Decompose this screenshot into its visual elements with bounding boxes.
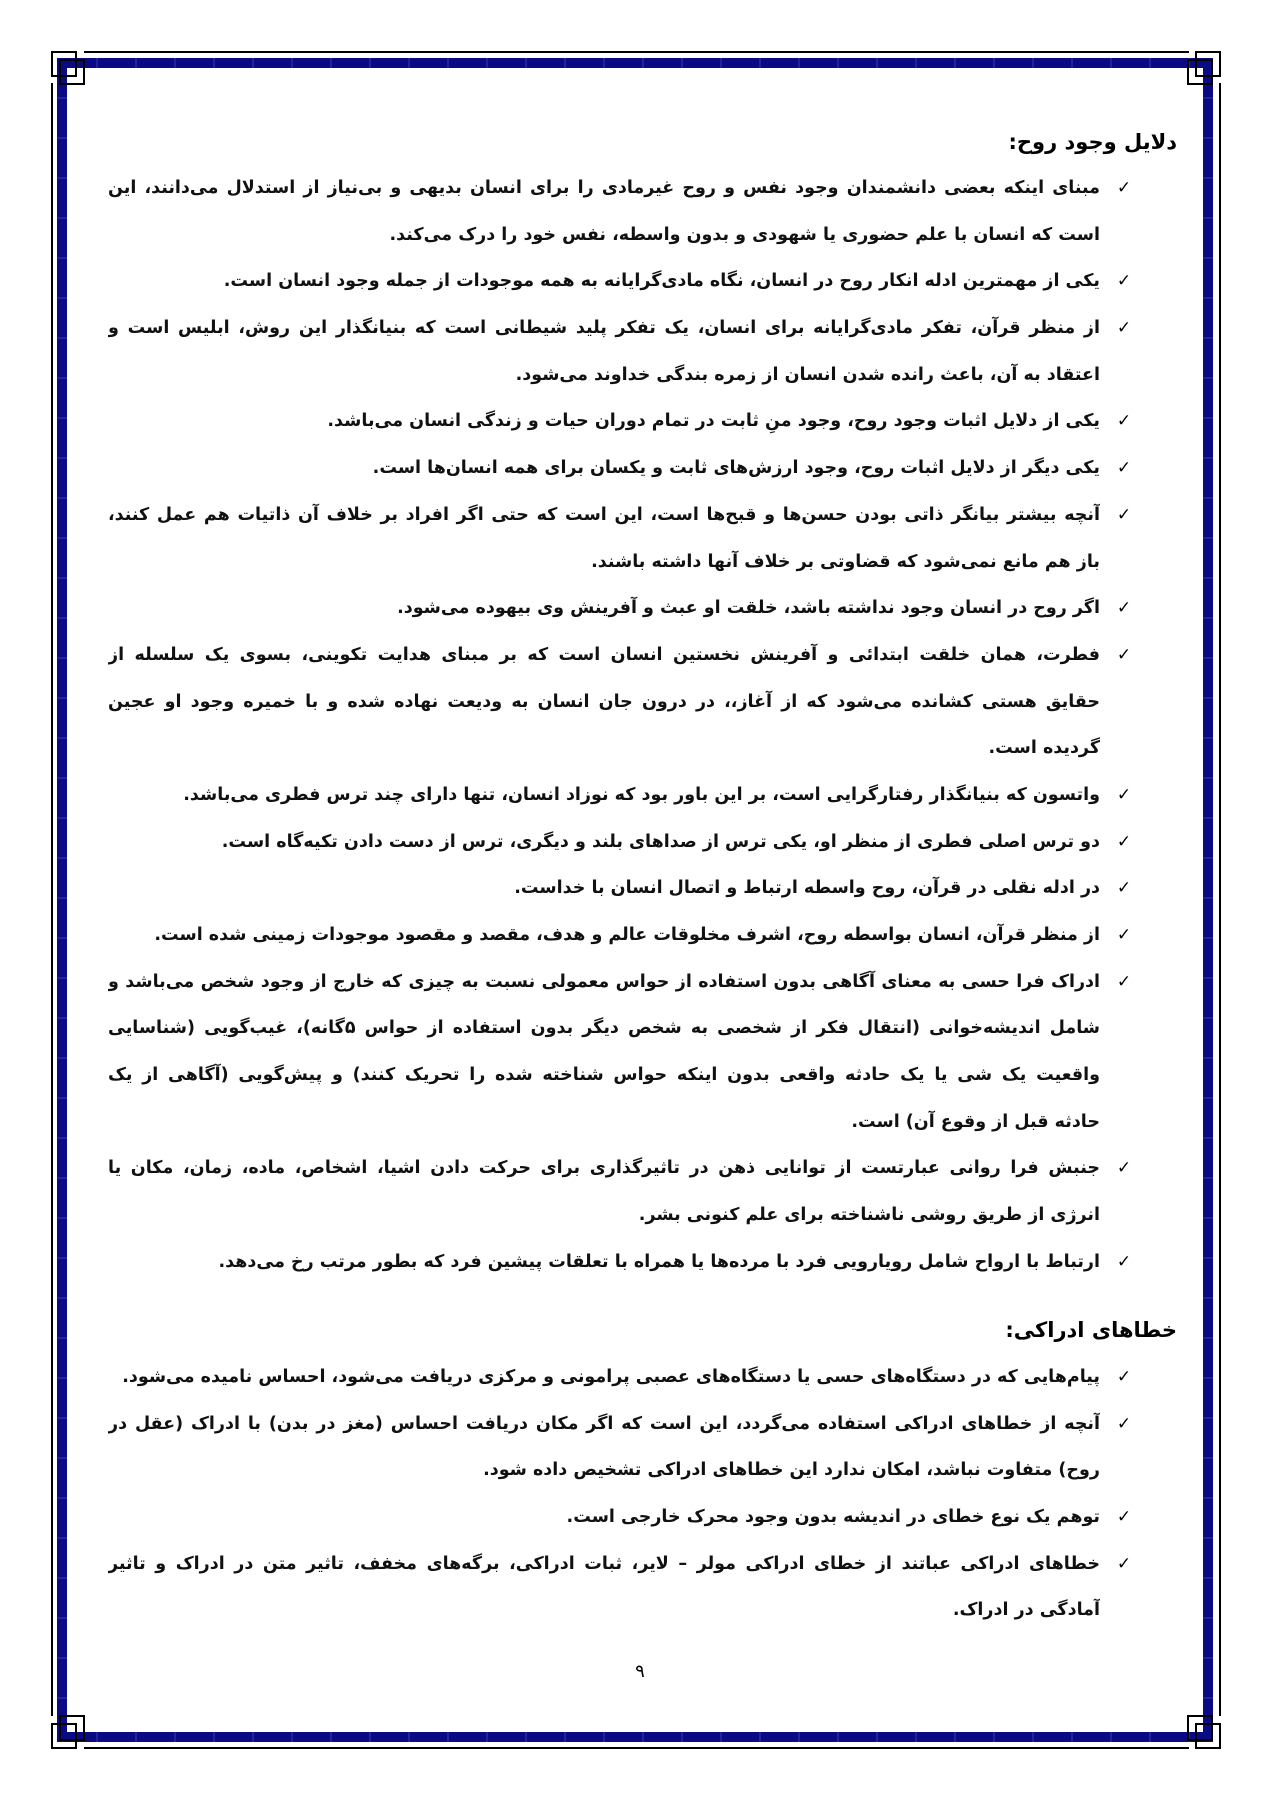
list-item-line: آنچه بیشتر بیانگر ذاتی بودن حسن‌ها و قبح‌ها است، این است که حتی اگر افراد بر خلاف آن ذاتیات هم عمل کنند، (108, 504, 1100, 525)
list-item-line: فطرت، همان خلقت ابتدائی و آفرینش نخستین انسان است که بر مبنای هدایت تکوینی، بسوی یک سلسله از (108, 644, 1100, 665)
check-icon: ✓ (1116, 925, 1132, 945)
list-item (108, 632, 1138, 772)
list-item-line: حقایق هستی کشانده می‌شود که از آغاز،، در درون جان انسان به ودیعت نهاده شده و با خمیره وجود او عجین (108, 691, 1100, 712)
check-icon: ✓ (1116, 971, 1132, 992)
list-item (108, 585, 1138, 632)
list-item (108, 865, 1138, 912)
check-icon: ✓ (1116, 598, 1132, 619)
list-item (108, 398, 1138, 445)
list-item (108, 1354, 1138, 1401)
bullet-list-soul-evidence (108, 165, 1138, 1286)
list-item-line: دو ترس اصلی فطری از منظر او، یکی ترس از صداهای بلند و دیگری، ترس از دست دادن تکیه‌گاه است. (221, 831, 1100, 852)
check-icon: ✓ (1116, 784, 1132, 805)
check-icon: ✓ (1116, 178, 1132, 198)
check-icon: ✓ (1116, 1158, 1132, 1179)
list-item (108, 445, 1138, 492)
list-item (108, 1239, 1138, 1286)
check-icon: ✓ (1116, 411, 1132, 432)
list-item (108, 305, 1138, 398)
list-item (108, 1401, 1138, 1494)
list-item-line: ارتباط با ارواح شامل رویارویی فرد با مرده‌ها یا همراه با تعلقات پیشین فرد که بطور مرتب رخ می‌دهد. (218, 1251, 1100, 1272)
list-item-line: یکی از دلایل اثبات وجود روح، وجود منِ ثابت در تمام دوران حیات و زندگی انسان می‌باشد. (327, 411, 1100, 432)
check-icon: ✓ (1116, 831, 1132, 852)
list-item-line: جنبش فرا روانی عبارتست از توانایی ذهن در تاثیرگذاری برای حرکت دادن اشیا، اشخاص، ماده، زمان، مکان یا (108, 1158, 1100, 1179)
list-item (108, 819, 1138, 866)
list-item-line: شامل اندیشه‌خوانی (انتقال فکر از شخصی به شخص دیگر بدون استفاده از حواس ۵گانه)، غیب‌گویی (شناسایی (108, 1018, 1100, 1039)
check-icon: ✓ (1116, 504, 1132, 525)
section-heading-perceptual-errors: خطاهای ادراکی: (1005, 1318, 1177, 1342)
list-item-line: مبنای اینکه بعضی دانشمندان وجود نفس و روح غیرمادی را برای انسان بدیهی و بی‌نیاز از استدلال می‌دانند، این (108, 178, 1100, 198)
list-item-line: در ادله نقلی در قرآن، روح واسطه ارتباط و اتصال انسان با خداست. (514, 878, 1100, 899)
list-item-line: واقعیت یک شی یا یک حادثه واقعی بدون اینکه حواس شناخته شده را تحریک کنند) و پیش‌گویی (آگاهی از یک (108, 1065, 1100, 1086)
check-icon: ✓ (1116, 318, 1132, 339)
list-item (108, 1541, 1138, 1634)
list-item-line: یکی از مهمترین ادله انکار روح در انسان، نگاه مادی‌گرایانه به همه موجودات از جمله وجود انسان است. (223, 271, 1100, 292)
list-item (108, 959, 1138, 1146)
list-item-line: روح) متفاوت نباشد، امکان ندارد این خطاهای ادراکی تشخیص داده شود. (483, 1460, 1100, 1481)
check-icon: ✓ (1116, 1251, 1132, 1272)
section-heading-soul-evidence: دلایل وجود روح: (1008, 130, 1177, 154)
list-item (108, 492, 1138, 585)
list-item-line: اگر روح در انسان وجود نداشته باشد، خلقت او عبث و آفرینش وی بیهوده می‌شود. (397, 598, 1100, 619)
list-item-line: است که انسان با علم حضوری یا شهودی و بدون واسطه، نفس خود را درک می‌کند. (389, 224, 1100, 245)
page-number: ۹ (635, 1661, 645, 1682)
list-item-line: از منظر قرآن، تفکر مادی‌گرایانه برای انسان، یک تفکر پلید شیطانی است که بنیانگذار این روش، ابلیس است و (108, 318, 1100, 339)
check-icon: ✓ (1116, 271, 1132, 292)
list-item (108, 912, 1138, 959)
list-item-line: از منظر قرآن، انسان بواسطه روح، اشرف مخلوقات عالم و هدف، مقصد و مقصود موجودات زمینی شده است. (154, 925, 1100, 945)
list-item-line: حادثه قبل از وقوع آن) است. (851, 1111, 1100, 1132)
list-item-line: آمادگی در ادراک. (952, 1600, 1100, 1621)
list-item-line: توهم یک نوع خطای در اندیشه بدون وجود محرک خارجی است. (566, 1507, 1100, 1528)
list-item-line: اعتقاد به آن، باعث رانده شدن انسان از زمره بندگی خداوند می‌شود. (515, 364, 1100, 385)
check-icon: ✓ (1116, 644, 1132, 665)
list-item (108, 1494, 1138, 1541)
list-item-line: واتسون که بنیانگذار رفتارگرایی است، بر این باور بود که نوزاد انسان، تنها دارای چند ترس فطری می‌باشد. (183, 784, 1100, 805)
list-item (108, 1145, 1138, 1238)
check-icon: ✓ (1116, 878, 1132, 899)
list-item-line: انرژی از طریق روشی ناشناخته برای علم کنونی بشر. (638, 1205, 1100, 1226)
list-item-line: آنچه از خطاهای ادراکی استفاده می‌گردد، این است که اگر مکان دریافت احساس (مغز در بدن) با ادراک (عقل در (108, 1413, 1100, 1434)
list-item-line: خطاهای ادراکی عباتند از خطای ادراکی مولر – لایر، ثبات ادراکی، برگه‌های مخفف، تاثیر متن در ادراک و تاثیر (108, 1553, 1100, 1574)
check-icon: ✓ (1116, 1553, 1132, 1574)
list-item-line: باز هم مانع نمی‌شود که قضاوتی بر خلاف آنها داشته باشند. (591, 551, 1100, 572)
check-icon: ✓ (1116, 1507, 1132, 1528)
list-item (108, 165, 1138, 258)
check-icon: ✓ (1116, 458, 1132, 479)
bullet-list-perceptual-errors (108, 1354, 1138, 1634)
check-icon: ✓ (1116, 1413, 1132, 1434)
list-item-line: گردیده است. (988, 738, 1100, 759)
list-item-line: ادراک فرا حسی به معنای آگاهی بدون استفاده از حواس معمولی نسبت به چیزی که خارج از وجود شخص می‌باشد و (108, 971, 1100, 992)
check-icon: ✓ (1116, 1367, 1132, 1387)
list-item-line: پیام‌هایی که در دستگاه‌های حسی یا دستگاه‌های عصبی پرامونی و مرکزی دریافت می‌شود، احساس نامیده می‌شود. (122, 1367, 1100, 1387)
list-item (108, 258, 1138, 305)
list-item-line: یکی دیگر از دلایل اثبات روح، وجود ارزش‌های ثابت و یکسان برای همه انسان‌ها است. (372, 458, 1100, 479)
list-item (108, 772, 1138, 819)
